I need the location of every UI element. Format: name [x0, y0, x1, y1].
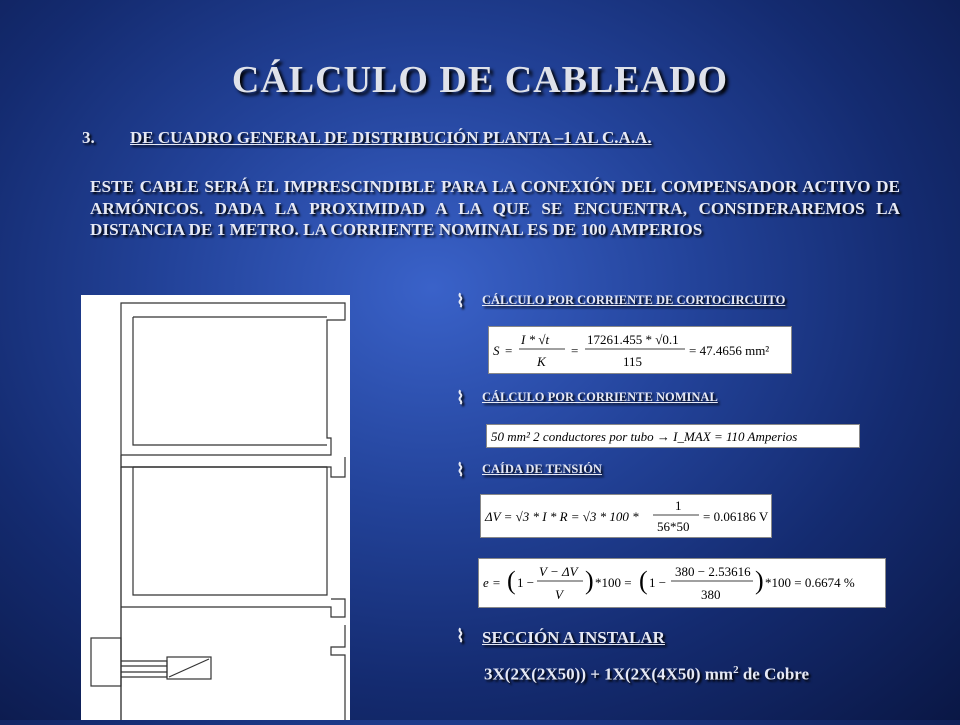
formula-nominal	[486, 424, 860, 448]
formula-text: 17261.455 * √0.1	[587, 332, 679, 347]
formula-text: 50 mm² 2 conductores por tubo → I_MAX = 110 Amperios	[491, 429, 798, 444]
formula-text: 1	[675, 498, 682, 513]
formula-text: S	[493, 343, 500, 358]
bullet-label: CÁLCULO POR CORRIENTE NOMINAL	[482, 390, 718, 404]
formula-text: V − ΔV	[539, 564, 578, 579]
svg-text:=: =	[505, 343, 513, 358]
formula-voltage-drop	[480, 494, 772, 538]
svg-text:=: =	[571, 343, 579, 358]
svg-text:): )	[755, 566, 764, 595]
lightning-icon: ⌇	[456, 626, 465, 647]
final-sup: 2	[733, 664, 739, 676]
cable-route-diagram	[81, 295, 350, 720]
bullet-label: SECCIÓN A INSTALAR	[482, 628, 665, 647]
section-number: 3.	[82, 128, 95, 147]
section-title: DE CUADRO GENERAL DE DISTRIBUCIÓN PLANTA –1 AL C.A.A.	[130, 128, 652, 147]
formula-text: 115	[623, 354, 643, 369]
svg-text:(: (	[507, 566, 516, 595]
bullet-label: CÁLCULO POR CORRIENTE DE CORTOCIRCUITO	[482, 293, 786, 307]
svg-text:(: (	[639, 566, 648, 595]
bullet-label: CAÍDA DE TENSIÓN	[482, 462, 602, 476]
formula-text: *100 =	[595, 575, 632, 590]
description-paragraph: ESTE CABLE SERÁ EL IMPRESCINDIBLE PARA LA CONEXIÓN DEL COMPENSADOR ACTIVO DE ARMÓNICOS. DADA LA PROXIMIDAD A LA QUE SE ENCUENTRA, CONSIDERAREMOS LA DISTANCIA DE 1 METRO. LA CORRIENTE NOMINAL ES DE 100 AMPERIOS	[90, 177, 900, 239]
formula-text: e =	[483, 575, 501, 590]
formula-text: *100 = 0.6674 %	[765, 575, 855, 590]
final-suffix: de Cobre	[738, 664, 810, 684]
formula-text: 56*50	[657, 519, 690, 534]
formula-text: ΔV = √3 * I * R = √3 * 100 *	[485, 509, 639, 524]
formula-text: 380	[701, 587, 721, 602]
lightning-icon: ⌇	[456, 388, 465, 409]
lightning-icon: ⌇	[456, 291, 465, 312]
formula-text: = 0.06186 V	[703, 509, 769, 524]
svg-text:1 −: 1 −	[517, 575, 535, 590]
lightning-icon: ⌇	[456, 460, 465, 481]
formula-text: V	[555, 587, 563, 602]
slide-title: CÁLCULO DE CABLEADO	[231, 59, 729, 101]
final-section-result	[484, 664, 809, 685]
formula-text: K	[537, 354, 546, 369]
formula-text: = 47.4656 mm²	[689, 343, 770, 358]
formula-shortcircuit	[488, 326, 792, 374]
svg-text:1 −: 1 −	[649, 575, 667, 590]
formula-percent	[478, 558, 886, 608]
final-prefix: 3X(2X(2X50)) + 1X(2X(4X50) mm	[484, 664, 734, 684]
formula-text: I * √t	[521, 332, 550, 347]
formula-text: 380 − 2.53616	[675, 564, 751, 579]
floor-plan-drawing	[81, 295, 350, 720]
svg-text:): )	[585, 566, 594, 595]
